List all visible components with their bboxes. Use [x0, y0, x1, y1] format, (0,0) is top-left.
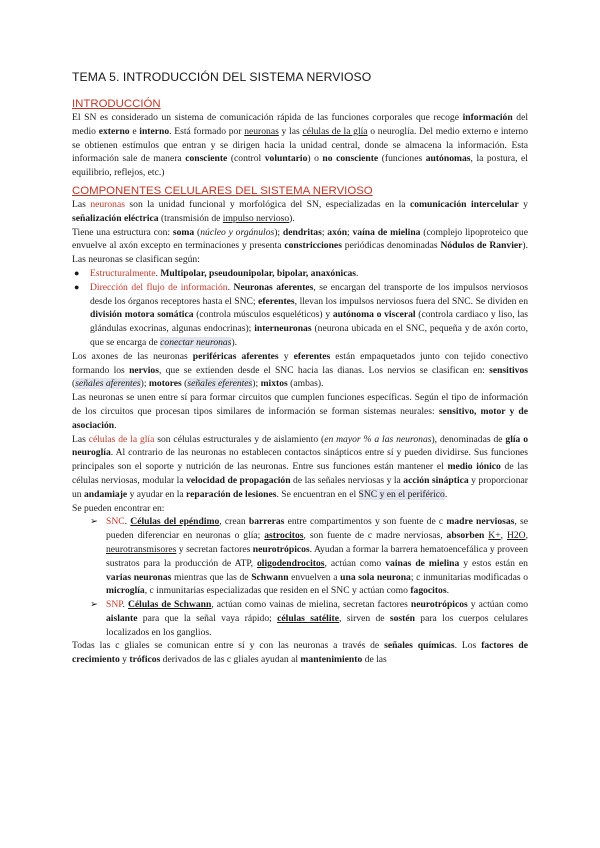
list-item: ➢ SNC. Células del epéndimo, crean barreras entre compartimentos y son fuente de c madre nerviosas, se pueden diferenciar en neuronas o glía; astrocitos, son fuente de c madre nerviosas, absorben K+, H2O, neurotransmisores y secretan factores neurotrópicos. Ayudan a formar la barrera hematoencefálica y proveen sustratos para la producción de ATP, oligodendrocitos, actúan como vainas de mielina y estos están en varias neuronas mientras que las de Schwann envuelven a una sola neurona; c inmunitarias modificadas o microglía, c inmunitarias especializadas que residen en el SNC y actúan como fagocitos. [90, 516, 529, 597]
list-item: ● Dirección del flujo de información. Neuronas aferentes, se encargan del transporte de los impulsos nerviosos desde los órganos receptores hasta el SNC; eferentes, llevan los impulsos nerviosos fuera del SNC. Se dividen en división motora somática (controla músculos esqueléticos) y autónoma o visceral (controla cardiaco y liso, las glándulas exocrinas, algunas endocrinas); interneuronas (neurona ubicada en el SNC, pequeña y de axón corto, que se encarga de conectar neuronas). [74, 281, 528, 348]
bullet-marker: ● [74, 281, 80, 292]
list-item: ➢ SNP. Células de Schwann, actúan como vainas de mielina, secretan factores neurotrópicos y actúan como aislante para que la señal vaya rápido; células satélite, sirven de sostén para los cuerpos celulares localizados en los ganglios. [90, 599, 529, 638]
arrow-marker: ➢ [90, 516, 99, 528]
intro-paragraph: El SN es considerado un sistema de comunicación rápida de las funciones corporales que recoge información del medio externo e interno. Está formado por neuronas y las células de la glía o neuroglía. Del medio externo e interno se obtienen estímulos que entran y se dirigen hacia la unidad central, donde se almacena la información. Esta información sale de manera consciente (control voluntario) o no consciente (funciones autónomas, la postura, el equilibrio, reflejos, etc.) [72, 112, 529, 179]
section-heading-intro: INTRODUCCIÓN [72, 98, 161, 110]
axons-paragraph: Los axones de las neuronas periféricas aferentes y eferentes están empaquetados junto con tejido conectivo formando los nervios, que se extienden desde el SNC hacia las dianas. Los nervios se clasifican en: sensitivos (señales aferentes); motores (señales eferentes); mixtos (ambas). [72, 350, 529, 390]
classification-list [72, 267, 528, 350]
circuits-paragraph: Las neuronas se unen entre sí para formar circuitos que cumplen funciones específicas. Según el tipo de información de los circuitos que procesan tipos similares de información se forman sistemas neurales: sensitivo, motor y de asociación. [72, 392, 528, 431]
bullet-marker: ● [74, 267, 80, 278]
section-heading-components: COMPONENTES CELULARES DEL SISTEMA NERVIOSO [72, 184, 373, 197]
found-in-line: Se pueden encontrar en: [72, 502, 165, 514]
arrow-marker: ➢ [90, 599, 99, 611]
glia-location-list [72, 515, 528, 639]
document-title: TEMA 5. INTRODUCCIÓN DEL SISTEMA NERVIOSO [72, 70, 372, 84]
list-item: ● Estructuralmente. Multipolar, pseudounipolar, bipolar, anaxónicas. [74, 267, 359, 279]
document-page [72, 70, 528, 667]
neurons-paragraph: Las neuronas son la unidad funcional y morfológica del SN, especializadas en la comunicación intercelular y señalización eléctrica (transmisión de impulso nervioso). [72, 198, 528, 224]
glia-paragraph: Las células de la glía son células estructurales y de aislamiento (en mayor % a las neuronas), denominadas de glía o neuroglía. Al contrario de las neuronas no establecen contactos sinápticos entre sí y pueden dividirse. Sus funciones principales son el soporte y nutrición de las neuronas. Entre sus funciones están mantener el medio iónico de las células nerviosas, modular la velocidad de propagación de las señales nerviosas y la acción sináptica y proporcionar un andamiaje y ayudar en la reparación de lesiones. Se encuentran en el SNC y en el periférico. [72, 433, 529, 500]
structure-paragraph: Tiene una estructura con: soma (núcleo y orgánulos); dendritas; axón; vaína de mielina (complejo lipoproteico que envuelve al axón excepto en terminaciones y presenta constricciones periódicas denominadas Nódulos de Ranvier). Las neuronas se clasifican según: [72, 226, 528, 266]
chemical-signals-paragraph: Todas las c gliales se comunican entre sí y con las neuronas a través de señales químicas. Los factores de crecimiento y tróficos derivados de las c gliales ayudan al mantenimiento de las [72, 640, 529, 666]
